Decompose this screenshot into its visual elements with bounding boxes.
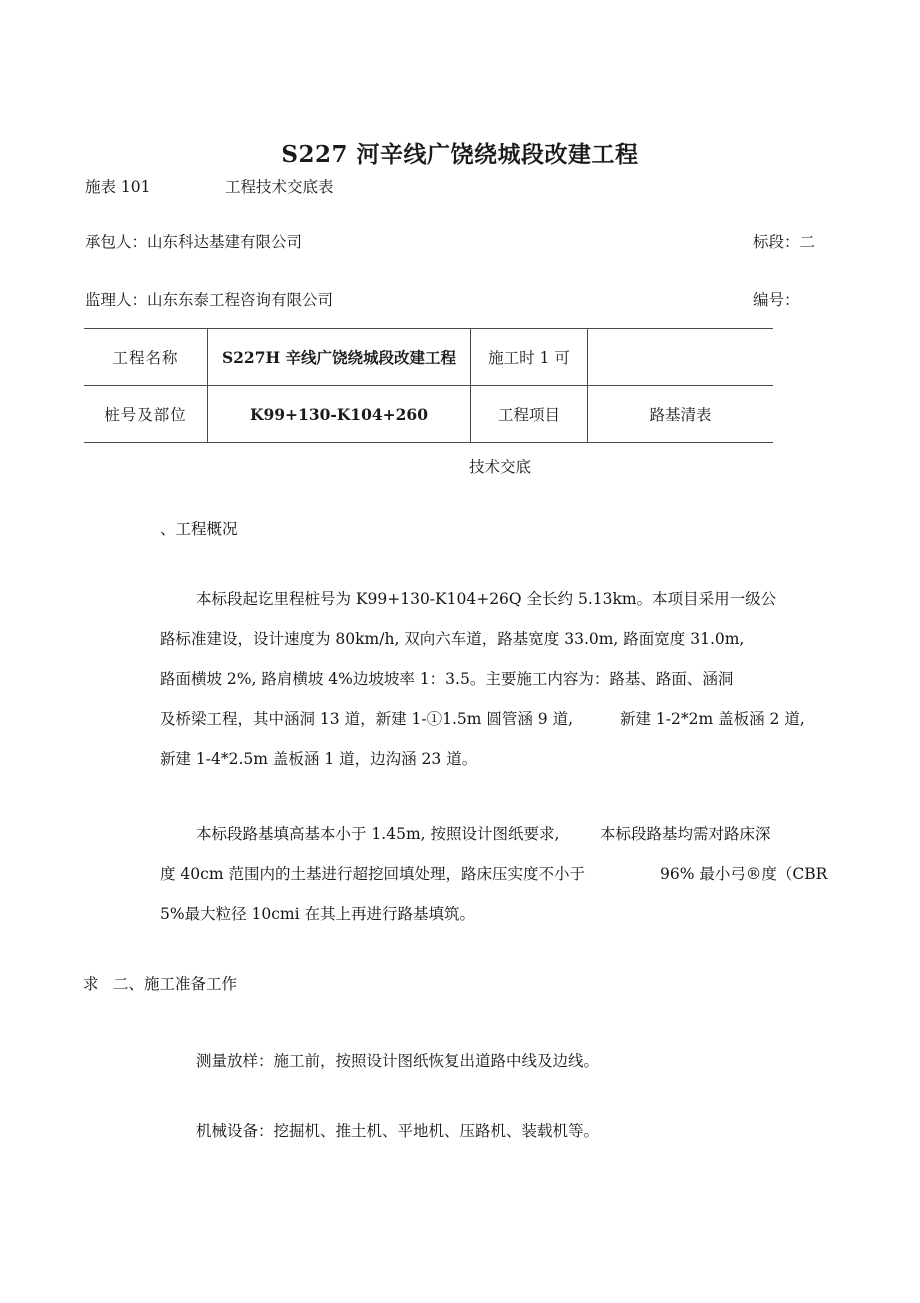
sheet-number: 施表 101 (85, 178, 151, 196)
section-2-heading: 二、施工准备工作 (113, 975, 238, 993)
section-1-line-5: 新建 1-4*2.5m 盖板涵 1 道，边沟涵 23 道。 (160, 750, 478, 768)
tech-disclosure-text: 技术交底 (468, 458, 531, 476)
contractor-field: 承包人：山东科达基建有限公司 (85, 233, 303, 251)
project-info-table (84, 328, 773, 443)
section-1-p2-line-2: 度 40cm 范围内的土基进行超挖回填处理，路床压实度不小于 (160, 865, 585, 883)
section-2-line-1: 测量放样：施工前，按照设计图纸恢复出道路中线及边线。 (196, 1052, 600, 1070)
form-name: 工程技术交底表 (225, 178, 334, 196)
section-1-line-1: 本标段起讫里程桩号为 K99+130-K104+26Q 全长约 5.13km。本项目采用一级公 (196, 590, 777, 608)
cell-project-name-label: 工程名称 (84, 329, 208, 386)
section-1-heading: 、工程概况 (160, 520, 238, 538)
cell-station-label: 桩号及部位 (84, 386, 208, 443)
tech-disclosure-caption (0, 455, 920, 477)
section-1-line-2: 路标准建设，设计速度为 80km/h, 双向六车道，路基宽度 33.0m, 路面宽度 31.0m, (160, 630, 745, 648)
page-title: S227 河辛线广饶绕城段改建工程 (281, 141, 639, 168)
cell-work-item-value: 路基清表 (588, 386, 774, 443)
table-row (84, 386, 773, 443)
section-1-p2-line-3: 5%最大粒径 10cmi 在其上再进行路基填筑。 (160, 905, 476, 923)
cell-work-item-label: 工程项目 (471, 386, 588, 443)
section-1-p2-line-1-right: 本标段路基均需对路床深 (600, 825, 771, 843)
section-1-p2-line-2-right: 96% 最小弓®度（CBR (660, 865, 828, 883)
section-1-line-4-right: 新建 1-2*2m 盖板涵 2 道, (620, 710, 805, 728)
cell-construction-time-label: 施工时 1 可 (471, 329, 588, 386)
number-field: 编号： (753, 291, 800, 309)
table-row (84, 329, 773, 386)
section-2-margin-note: 求 (83, 975, 99, 993)
supervisor-field: 监理人：山东东泰工程咨询有限公司 (85, 291, 334, 309)
section-2-line-2: 机械设备：挖掘机、推土机、平地机、压路机、装载机等。 (196, 1122, 600, 1140)
section-field: 标段：二 (753, 233, 816, 251)
section-1-p2-line-1: 本标段路基填高基本小于 1.45m, 按照设计图纸要求, (196, 825, 560, 843)
cell-construction-time-value (588, 329, 774, 386)
section-1-line-4: 及桥梁工程，其中涵洞 13 道，新建 1-①1.5m 圆管涵 9 道, (160, 710, 574, 728)
cell-project-name-value: S227H 辛线广饶绕城段改建工程 (208, 329, 471, 386)
section-1-line-3: 路面横坡 2%, 路肩横坡 4%边坡坡率 1：3.5。主要施工内容为：路基、路面、涵洞 (160, 670, 734, 688)
cell-station-value: K99+130-K104+260 (208, 386, 471, 443)
